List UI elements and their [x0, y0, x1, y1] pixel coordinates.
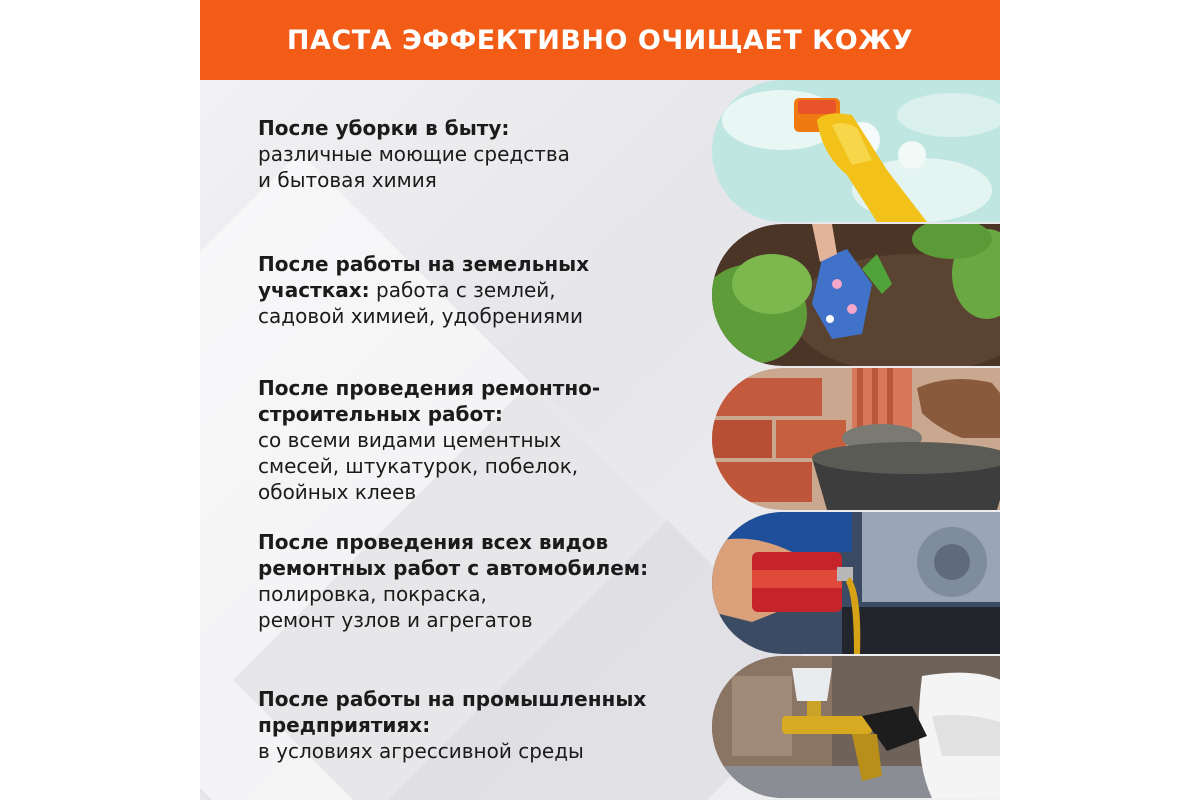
- item-description: обойных клеев: [258, 480, 417, 504]
- item-description: полировка, покраска,: [258, 582, 487, 606]
- item-heading: После уборки в быту:: [258, 116, 510, 140]
- item-heading: строительных работ:: [258, 402, 503, 426]
- gardening-gloves-photo: [712, 224, 1000, 366]
- item-description: ремонт узлов и агрегатов: [258, 608, 533, 632]
- bricklaying-photo: [712, 368, 1000, 510]
- header-banner: [200, 0, 1000, 80]
- banner-title: ПАСТА ЭФФЕКТИВНО ОЧИЩАЕТ КОЖУ: [286, 24, 914, 56]
- item-heading: предприятиях:: [258, 713, 431, 737]
- spray-gun-photo: [712, 656, 1000, 798]
- item-description: и бытовая химия: [258, 168, 437, 192]
- item-description: работа с землей,: [369, 278, 556, 302]
- item-construction-text: [258, 375, 698, 505]
- item-description: со всеми видами цементных: [258, 428, 562, 452]
- item-automotive-text: [258, 529, 698, 633]
- item-description: садовой химией, удобрениями: [258, 304, 584, 328]
- item-description: смесей, штукатурок, побелок,: [258, 454, 579, 478]
- item-heading: После проведения ремонтно-: [258, 376, 601, 400]
- item-household-text: [258, 115, 698, 193]
- item-garden-text: [258, 251, 698, 329]
- item-heading: После работы на промышленных: [258, 687, 647, 711]
- item-description: различные моющие средства: [258, 142, 570, 166]
- cleaning-glove-photo: [712, 80, 1000, 222]
- item-description: в условиях агрессивной среды: [258, 739, 584, 763]
- infographic-card: [200, 0, 1000, 800]
- item-heading: После работы на земельных: [258, 252, 590, 276]
- engine-oil-photo: [712, 512, 1000, 654]
- item-industrial-text: [258, 686, 698, 764]
- item-heading: После проведения всех видов: [258, 530, 609, 554]
- item-heading: участках:: [258, 278, 370, 302]
- item-heading: ремонтных работ с автомобилем:: [258, 556, 649, 580]
